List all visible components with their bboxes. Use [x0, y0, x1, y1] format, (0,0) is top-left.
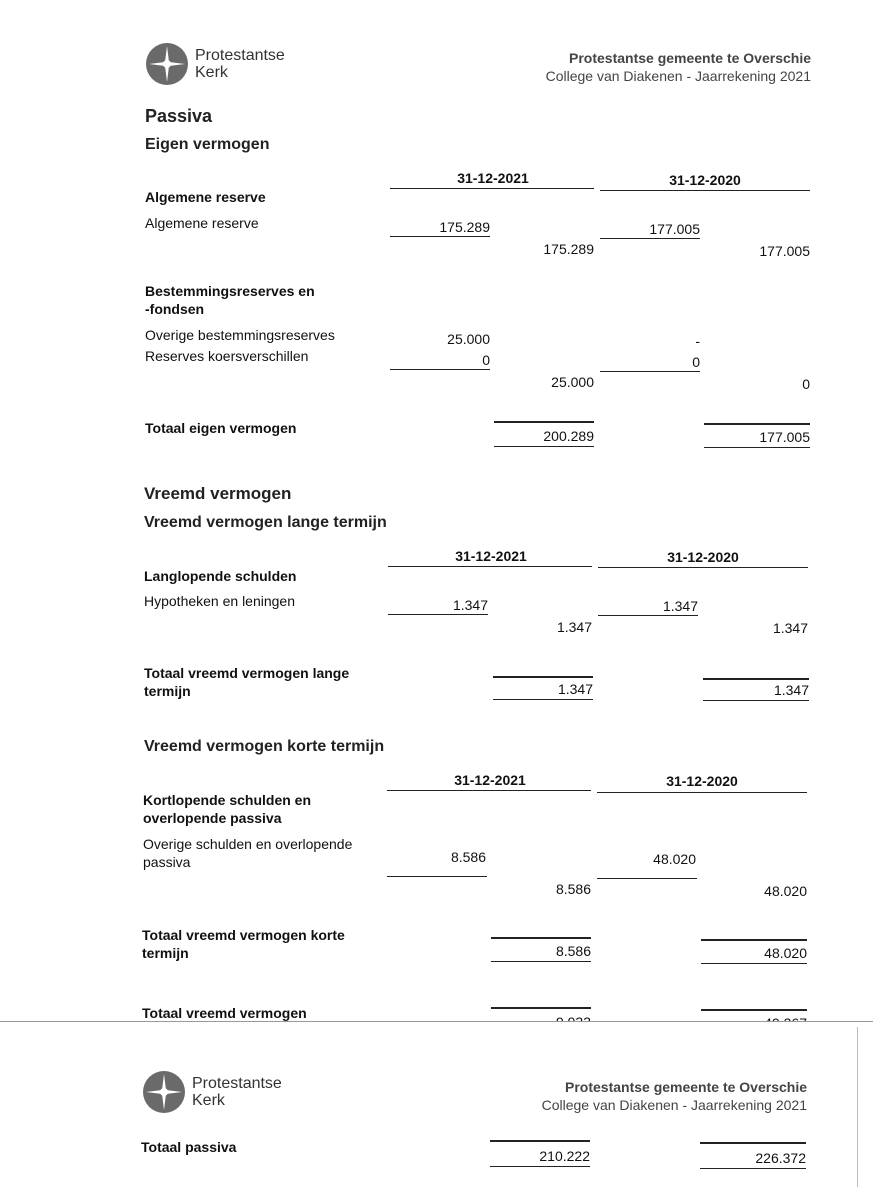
reserves-koersverschillen-label: Reserves koersverschillen: [145, 348, 309, 364]
kortlopende-schulden-heading: [143, 791, 311, 827]
totaal-vreemd-korte-2020: 48.020: [764, 945, 807, 961]
totaal-vreemd-korte-2021: 8.586: [555, 943, 591, 959]
totaal-eigen-vermogen-2021: 200.289: [543, 428, 594, 444]
overige-bestemmingsreserves-2021: 25.000: [447, 331, 490, 347]
totaal-vreemd-lange-2020: 1.347: [773, 682, 809, 698]
hypotheken-leningen-2021: 1.347: [452, 597, 488, 613]
overige-schulden-line-1: Overige schulden en overlopende: [143, 836, 353, 852]
section-eigen-vermogen: Eigen vermogen: [145, 136, 270, 153]
totaal-vreemd-lange-termijn-label: [144, 664, 349, 700]
totaal-vreemd-lange-line-2: termijn: [144, 683, 191, 699]
totaal-vreemd-korte-line-1: Totaal vreemd vermogen korte: [142, 927, 345, 943]
cross-emblem-icon: [145, 42, 189, 86]
totaal-eigen-vermogen-label: Totaal eigen vermogen: [145, 420, 297, 436]
second-page-edge: [857, 1027, 858, 1187]
algemene-reserve-2021: 175.289: [439, 219, 490, 235]
logo-line-1: Protestantse: [195, 47, 285, 64]
overige-schulden-label: [143, 835, 352, 871]
section-vreemd-vermogen: Vreemd vermogen: [144, 484, 292, 503]
overige-bestemmingsreserves-label: Overige bestemmingsreserves: [145, 327, 335, 343]
totaal-eigen-vermogen-2020: 177.005: [759, 429, 810, 445]
church-logo-2: [142, 1070, 282, 1114]
lang-col-header-2021: 31-12-2021: [455, 548, 527, 564]
algemene-reserve-heading: Algemene reserve: [145, 189, 266, 205]
bestemmingsreserves-total-2020: 0: [802, 376, 810, 392]
logo-line-2: Kerk: [192, 1092, 225, 1109]
hypotheken-leningen-label: Hypotheken en leningen: [144, 593, 296, 609]
logo-wordmark: [195, 47, 285, 81]
bestemmingsreserves-heading: [145, 282, 315, 318]
reserves-koersverschillen-2021: 0: [482, 352, 490, 368]
cross-emblem-icon: [142, 1070, 186, 1114]
hypotheken-leningen-2020: 1.347: [662, 598, 698, 614]
totaal-vreemd-vermogen-label: Totaal vreemd vermogen: [142, 1005, 307, 1021]
reserves-koersverschillen-2020: 0: [692, 354, 700, 370]
section-vreemd-korte-termijn: Vreemd vermogen korte termijn: [144, 738, 385, 755]
overige-schulden-2021: 8.586: [450, 849, 486, 865]
logo-line-1: Protestantse: [192, 1075, 282, 1092]
logo-wordmark-2: [192, 1075, 282, 1109]
algemene-reserve-total-2020: 177.005: [759, 243, 810, 259]
overige-bestemmingsreserves-2020: -: [695, 333, 700, 349]
logo-line-2: Kerk: [195, 64, 228, 81]
bestemmingsreserves-heading-line-2: -fondsen: [145, 301, 205, 317]
totaal-vreemd-lange-line-1: Totaal vreemd vermogen lange: [144, 665, 350, 681]
kort-col-header-2021: 31-12-2021: [454, 772, 526, 788]
bestemmingsreserves-total-2021: 25.000: [551, 374, 594, 390]
col-header-2020: 31-12-2020: [669, 172, 741, 188]
header-org-2: Protestantse gemeente te Overschie: [565, 1079, 807, 1095]
overige-schulden-2020: 48.020: [653, 851, 696, 867]
kortlopende-heading-line-2: overlopende passiva: [143, 810, 282, 826]
langlopende-total-2020: 1.347: [772, 620, 808, 636]
totaal-vreemd-korte-termijn-label: [142, 926, 345, 962]
overige-schulden-line-2: passiva: [143, 854, 191, 870]
langlopende-total-2021: 1.347: [556, 619, 592, 635]
header-subtitle: College van Diakenen - Jaarrekening 2021: [545, 68, 811, 84]
totaal-passiva-2020: 226.372: [755, 1150, 806, 1166]
col-header-2021: 31-12-2021: [457, 170, 529, 186]
page-title: Passiva: [145, 106, 213, 126]
lang-col-header-2020: 31-12-2020: [667, 549, 739, 565]
totaal-passiva-2021: 210.222: [539, 1148, 590, 1164]
kortlopende-heading-line-1: Kortlopende schulden en: [143, 792, 312, 808]
header-org: Protestantse gemeente te Overschie: [569, 50, 811, 66]
bestemmingsreserves-heading-line-1: Bestemmingsreserves en: [145, 283, 315, 299]
totaal-vreemd-lange-2021: 1.347: [557, 681, 593, 697]
algemene-reserve-total-2021: 175.289: [543, 241, 594, 257]
kortlopende-total-2021: 8.586: [555, 881, 591, 897]
church-logo: [145, 42, 285, 86]
algemene-reserve-label: Algemene reserve: [145, 215, 259, 231]
totaal-passiva-label: Totaal passiva: [141, 1139, 237, 1155]
algemene-reserve-2020: 177.005: [649, 221, 700, 237]
totaal-vreemd-korte-line-2: termijn: [142, 945, 189, 961]
header-subtitle-2: College van Diakenen - Jaarrekening 2021: [541, 1097, 807, 1113]
kortlopende-total-2020: 48.020: [764, 883, 807, 899]
kort-col-header-2020: 31-12-2020: [666, 773, 738, 789]
langlopende-schulden-heading: Langlopende schulden: [144, 568, 297, 584]
section-vreemd-lange-termijn: Vreemd vermogen lange termijn: [144, 514, 387, 531]
